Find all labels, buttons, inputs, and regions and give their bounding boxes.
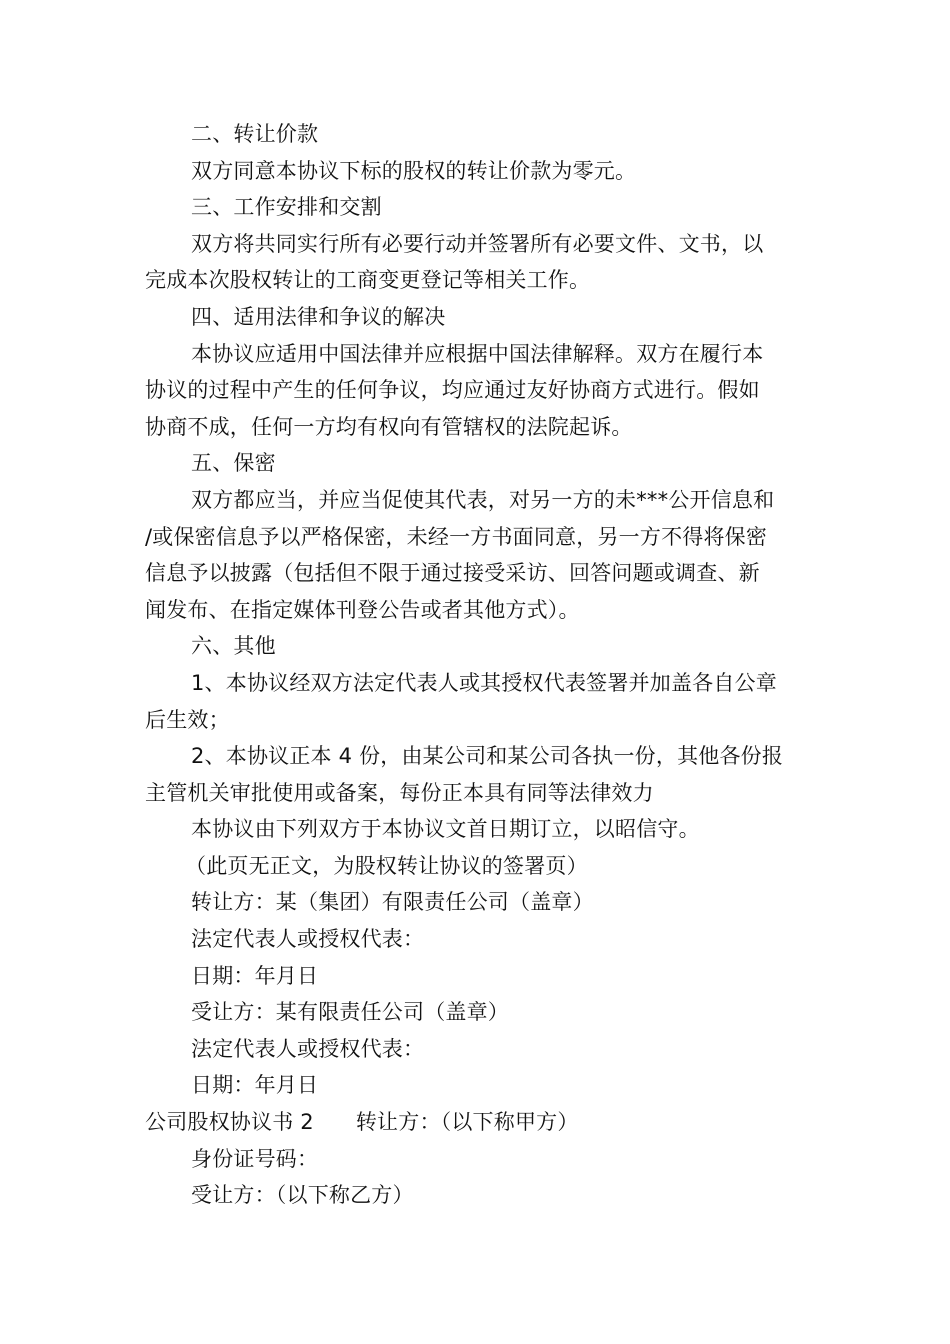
paragraph-confidentiality-line-1: 双方都应当，并应当促使其代表，对另一方的未***公开信息和 (191, 487, 775, 512)
document-2-transferor: 转让方：（以下称甲方） (355, 1110, 579, 1135)
transferor-date: 日期：年月日 (191, 963, 319, 988)
clause-2-line-1: 2、本协议正本 4 份，由某公司和某公司各执一份，其他各份报 (191, 744, 784, 769)
transferor-signature: 转让方：某（集团）有限责任公司（盖章） (191, 890, 594, 915)
paragraph-arrangement-line-1: 双方将共同实行所有必要行动并签署所有必要文件、文书，以 (191, 231, 764, 256)
clause-1-line-2: 后生效； (145, 707, 230, 732)
document-body (145, 116, 810, 1214)
paragraph-law-line-1: 本协议应适用中国法律并应根据中国法律解释。双方在履行本 (191, 341, 764, 366)
section-heading-arrangement: 三、工作安排和交割 (191, 195, 382, 220)
closing-statement: 本协议由下列双方于本协议文首日期订立，以昭信守。 (191, 817, 700, 842)
id-number-field: 身份证号码： (191, 1146, 319, 1171)
transferor-representative: 法定代表人或授权代表： (191, 927, 425, 952)
paragraph-confidentiality-line-2: /或保密信息予以严格保密，未经一方书面同意，另一方不得将保密 (145, 524, 768, 549)
clause-1-line-1: 1、本协议经双方法定代表人或其授权代表签署并加盖各自公章 (191, 670, 777, 695)
clause-2-line-2: 主管机关审批使用或备案，每份正本具有同等法律效力 (145, 780, 654, 805)
section-heading-confidentiality: 五、保密 (191, 451, 276, 476)
paragraph-arrangement-line-2: 完成本次股权转让的工商变更登记等相关工作。 (145, 268, 591, 293)
section-heading-other: 六、其他 (191, 634, 276, 659)
paragraph-law-line-3: 协商不成，任何一方均有权向有管辖权的法院起诉。 (145, 414, 633, 439)
transferee-date: 日期：年月日 (191, 1073, 319, 1098)
signature-page-note: （此页无正文，为股权转让协议的签署页） (185, 853, 588, 878)
document-2-title: 公司股权协议书 2 (145, 1110, 314, 1135)
paragraph-price: 双方同意本协议下标的股权的转让价款为零元。 (191, 158, 637, 183)
section-heading-law: 四、适用法律和争议的解决 (191, 304, 446, 329)
paragraph-law-line-2: 协议的过程中产生的任何争议，均应通过友好协商方式进行。假如 (145, 378, 760, 403)
section-heading-price: 二、转让价款 (191, 122, 319, 146)
paragraph-confidentiality-line-4: 闻发布、在指定媒体刊登公告或者其他方式）。 (145, 597, 580, 622)
transferee-representative: 法定代表人或授权代表： (191, 1036, 425, 1061)
transferee-signature: 受让方：某有限责任公司（盖章） (191, 1000, 509, 1025)
document-2-heading (145, 1104, 810, 1141)
transferee-field: 受让方：（以下称乙方） (191, 1183, 414, 1208)
paragraph-confidentiality-line-3: 信息予以披露（包括但不限于通过接受采访、回答问题或调查、新 (145, 561, 760, 586)
